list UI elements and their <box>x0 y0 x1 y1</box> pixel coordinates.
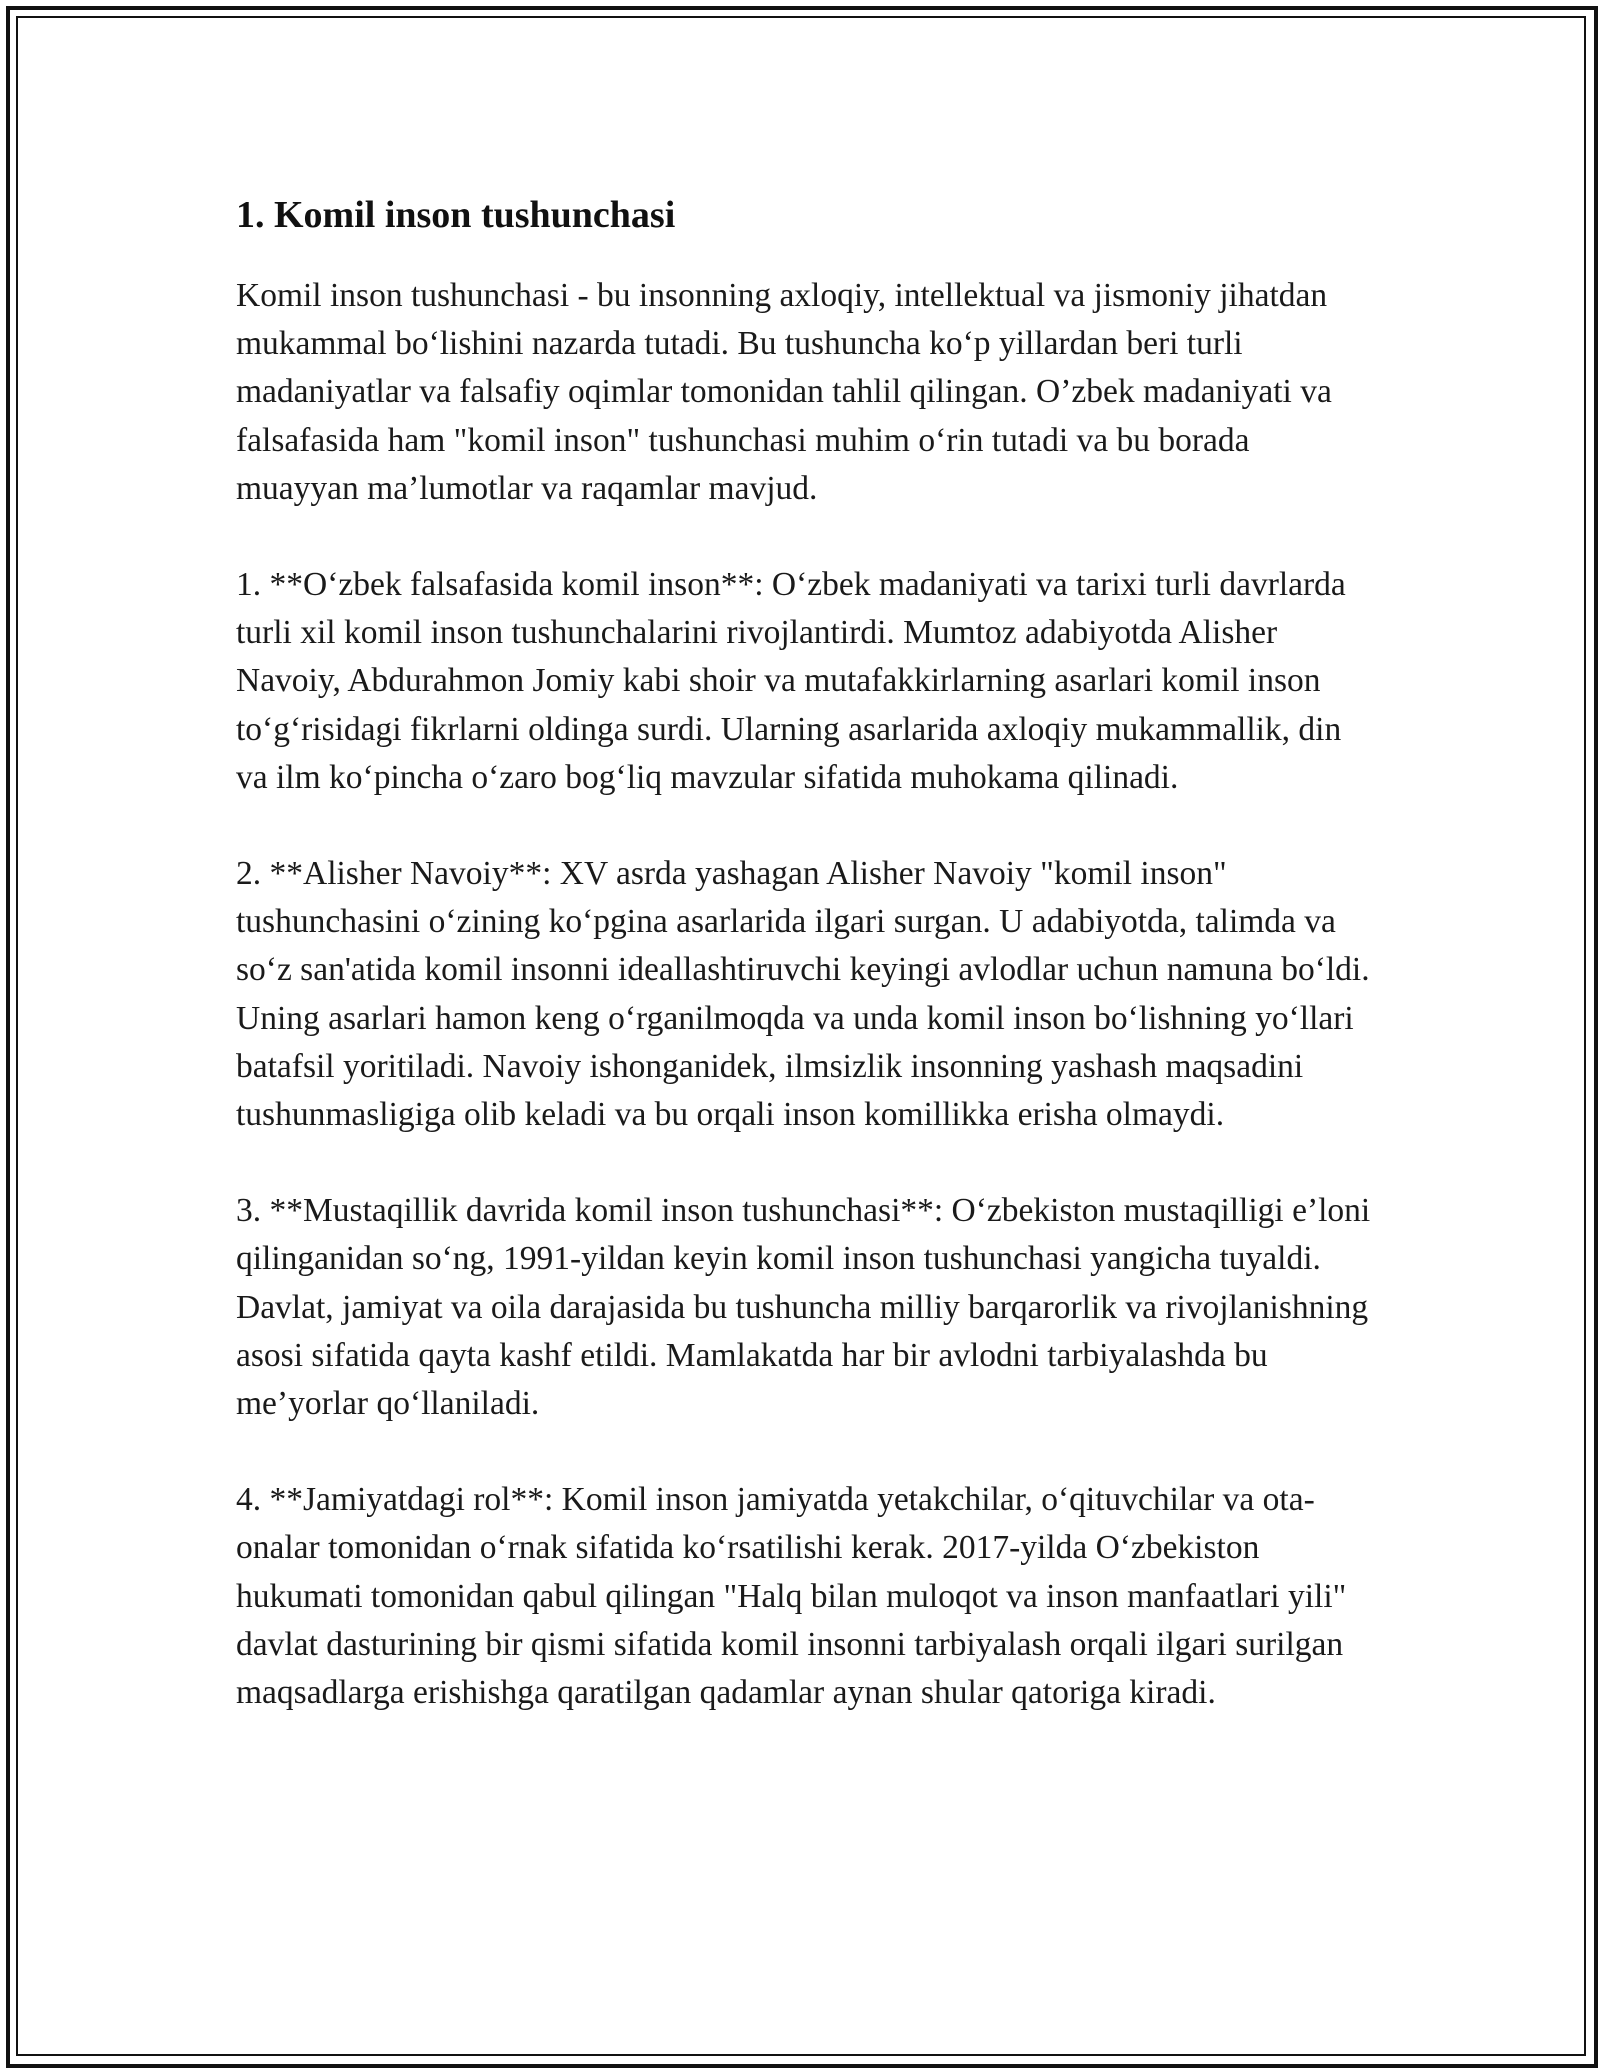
paragraph-role-in-society: 4. **Jamiyatdagi rol**: Komil inson jamiyatda yetakchilar, o‘qituvchilar va ota-onalar tomonidan o‘rnak sifatida ko‘rsatilishi kerak. 2017-yilda O‘zbekiston hukumati tomonidan qabul qilingan "Halq bilan muloqot va inson manfaatlari yili" davlat dasturining bir qismi sifatida komil insonni tarbiyalash orqali ilgari surilgan maqsadlarga erishishga qaratilgan qadamlar aynan shular qatoriga kiradi. <box>236 1481 1347 1712</box>
paragraph-independence-era: 3. **Mustaqillik davrida komil inson tushunchasi**: O‘zbekiston mustaqilligi e’loni qilinganidan so‘ng, 1991-yildan keyin komil inson tushunchasi yangicha tuyaldi. Davlat, jamiyat va oila darajasida bu tushuncha milliy barqarorlik va rivojlanishning asosi sifatida qayta kashf etildi. Mamlakatda har bir avlodni tarbiyalashda bu me’yorlar qo‘llaniladi. <box>236 1192 1371 1423</box>
document-body <box>236 180 1376 1765</box>
intro-paragraph: Komil inson tushunchasi - bu insonning axloqiy, intellektual va jismoniy jihatdan mukammal bo‘lishini nazarda tutadi. Bu tushuncha ko‘p yillardan beri turli madaniyatlar va falsafiy oqimlar tomonidan tahlil qilingan. O’zbek madaniyati va falsafasida ham "komil inson" tushunchasi muhim o‘rin tutadi va bu borada muayyan ma’lumotlar va raqamlar mavjud. <box>236 277 1332 507</box>
document-title: 1. Komil inson tushunchasi <box>236 194 676 236</box>
paragraph-uzbek-philosophy: 1. **O‘zbek falsafasida komil inson**: O‘zbek madaniyati va tarixi turli davrlarda turli xil komil inson tushunchalarini rivojlantirdi. Mumtoz adabiyotda Alisher Navoiy, Abdurahmon Jomiy kabi shoir va mutafakkirlarning asarlari komil inson to‘g‘risidagi fikrlarni oldinga surdi. Ularning asarlarida axloqiy mukammallik, din va ilm ko‘pincha o‘zaro bog‘liq mavzular sifatida muhokama qilinadi. <box>236 566 1346 796</box>
paragraph-alisher-navoiy: 2. **Alisher Navoiy**: XV asrda yashagan Alisher Navoiy "komil inson" tushunchasini o‘zining ko‘pgina asarlarida ilgari surgan. U adabiyotda, talimda va so‘z san'atida komil insonni ideallashtiruvchi keyingi avlodlar uchun namuna bo‘ldi. Uning asarlari hamon keng o‘rganilmoqda va unda komil inson bo‘lishning yo‘llari batafsil yoritiladi. Navoiy ishonganidek, ilmsizlik insonning yashash maqsadini tushunmasligiga olib keladi va bu orqali inson komillikka erisha olmaydi. <box>236 855 1370 1134</box>
